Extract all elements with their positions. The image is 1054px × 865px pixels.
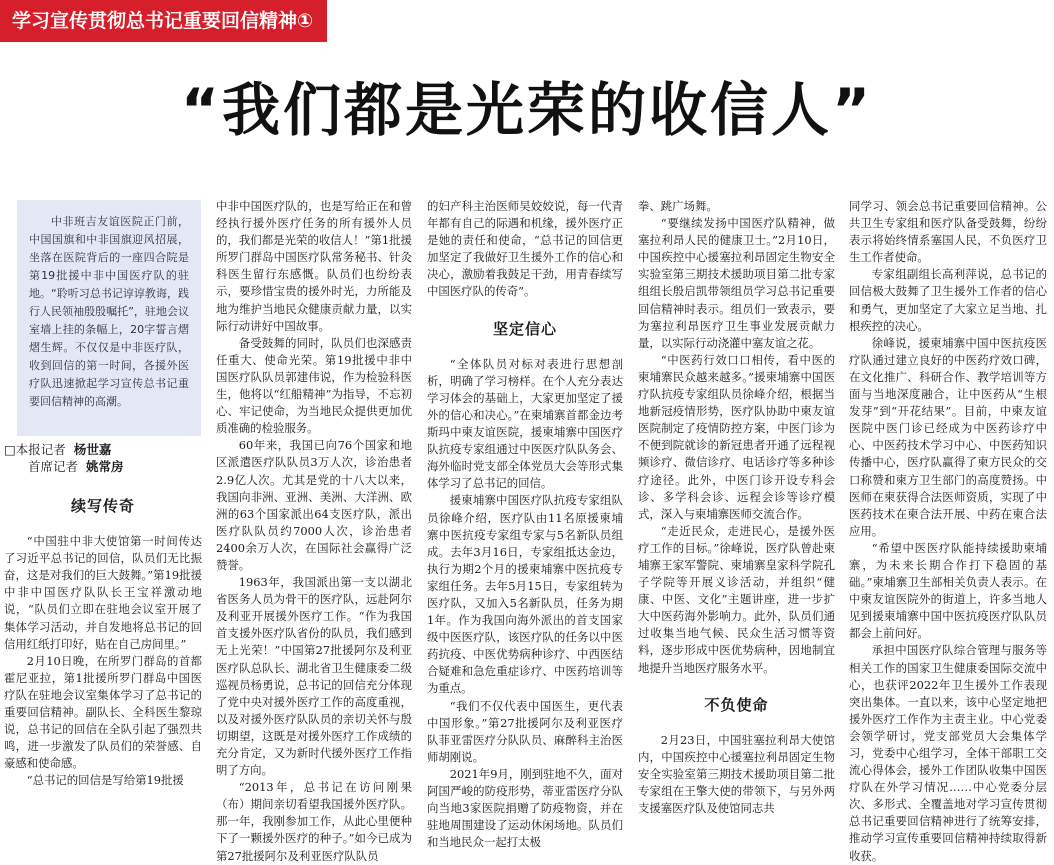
- paragraph: “中医药行效口口相传，看中医的柬埔寨民众越来越多。”援柬埔寨中国医疗队抗疫专家组队员徐峰介绍，根据当地新冠疫情形势，医疗队协助中柬友谊医院制定了疫情防控方案，中医门诊为不便到院就诊的新冠患者开通了远程视频诊疗、微信诊疗、电话诊疗等多种诊疗途径。此外，中医门诊开设专科会诊、多学科会诊、远程会诊等诊疗模式，深入与柬埔寨医师交流合作。: [638, 352, 835, 521]
- paragraph: “我们不仅代表中国医生，更代表中国形象。”第27批援阿尔及利亚医疗队菲亚雷医疗分队队员、麻醉科主治医师胡刚说。: [427, 698, 623, 764]
- byline-name: 姚常房: [86, 459, 124, 474]
- paragraph: 备受鼓舞的同时，队员们也深感责任重大、使命光荣。第19批援中非中国医疗队队员郭建伟说，作为检验科医生，他将以“红船精神”为指导，不忘初心、牢记使命，为当地民众提供更加优质准确的检验服务。: [216, 335, 412, 436]
- intro-text: 中非班吉友谊医院正门前，中国国旗和中非国旗迎风招展，坐落在医院背后的一座四合院是第19批援中非中国医疗队的驻地。“聆听习总书记谆谆教诲，践行人民领袖殷殷嘱托”，驻地会议室墙上挂的条幅上，20字誓言熠熠生辉。不仅仅是中非医疗队，收到回信的第一时间，各援外医疗队迅速掀起学习宣传总书记重要回信精神的高潮。: [29, 215, 189, 408]
- paragraph: “要继续发扬中国医疗队精神，做塞拉利昂人民的健康卫士。”2月10日，中国疾控中心援塞拉利昂固定生物安全实验室第三期技术援助项目第二批专家组组长殷启凯带领组员学习总书记重要回信精神时表示。组员们一致表示，要为塞拉利昂医疗卫生事业发展贡献力量，以实际行动浇灌中塞友谊之花。: [638, 216, 835, 350]
- headline: “我们都是光荣的收信人”: [180, 76, 874, 144]
- paragraph: 中非中国医疗队的，也是写给正在和曾经执行援外医疗任务的所有援外人员的，我们都是光荣的收信人！”第1批援所罗门群岛中国医疗队常务秘书、针灸科医生留行东感慨。队员们也纷纷表示，要珍惜宝贵的援外时光，力所能及地为维护当地民众健康贡献力量，以实际行动讲好中国故事。: [216, 199, 412, 333]
- paragraph: 徐峰说，援柬埔寨中国中医抗疫医疗队通过建立良好的中医药疗效口碑，在文化推广、科研合作、教学培训等方面与当地深度融合，让中医药从“生根发芽”到“开花结果”。目前，中柬友谊医院中医门诊已经成为中医药诊疗中心、中医药技术学习中心、中医药知识传播中心，医疗队赢得了柬方民众的交口称赞和柬方卫生部门的高度赞扬。中医师在柬获得合法医师资质，实现了中医药技术在柬合法开展、中药在柬合法应用。: [849, 335, 1047, 538]
- paragraph: “走近民众，走进民心，是援外医疗工作的目标。”徐峰说，医疗队曾赴柬埔寨王家军警院、柬埔寨皇家科学院孔子学院等开展义诊活动，并组织“健康、中医、文化”主题讲座，进一步扩大中医药海外影响力。此外，队员们通过收集当地气候、民众生活习惯等资料，逐步形成中医优势病种，因地制宜地提升当地医疗服务水平。: [638, 523, 835, 675]
- paragraph: 同学习、领会总书记重要回信精神。公共卫生专家组和医疗队备受鼓舞，纷纷表示将始终情系塞国人民，不负医疗卫生工作者使命。: [849, 199, 1047, 265]
- article-column-4: [638, 198, 835, 816]
- byline-row: [4, 441, 204, 458]
- paragraph: 2月23日，中国驻塞拉利昂大使馆内，中国疾控中心援塞拉利昂固定生物安全实验室第三期技术援助项目第二批专家组在王擎大使的带领下，与另外两支援塞医疗队及使馆同志共: [638, 732, 835, 816]
- paragraph: “希望中医医疗队能持续援助柬埔寨，为未来长期合作打下稳固的基础。”柬埔寨卫生部相关负责人表示。在中柬友谊医院外的街道上，许多当地人见到援柬埔寨中国中医抗疫医疗队队员都会上前问好。: [849, 540, 1047, 641]
- article-column-2: [216, 198, 412, 863]
- byline: [4, 441, 204, 475]
- paragraph: 2月10日晚，在所罗门群岛的首都霍尼亚拉，第1批援所罗门群岛中国医疗队在驻地会议室集体学习了总书记的重要回信精神。副队长、全科医生黎琼说，总书记的回信在全队引起了强烈共鸣，进一步激发了队员们的荣誉感、自豪感和使命感。: [4, 653, 202, 771]
- paragraph: 拳、跳广场舞。: [638, 199, 718, 213]
- paragraph: 援柬埔寨中国医疗队抗疫专家组队员徐峰介绍，医疗队由11名原援柬埔寨中医抗疫专家组专家与5名新队员组成。去年3月16日，专家组抵达金边，执行为期2个月的援柬埔寨中医抗疫专家组任务。去年5月15日，专家组转为医疗队，又加入5名新队员，任务为期1年。作为我国向海外派出的首支国家级中医医疗队，该医疗队的任务以中医药抗疫、中医优势病种诊疗、中西医结合疑难和急危重症诊疗、中医药培训等为重点。: [427, 493, 623, 696]
- paragraph: 1963年，我国派出第一支以湖北省医务人员为骨干的医疗队，远赴阿尔及利亚开展援外医疗工作。“作为我国首支援外医疗队省份的队员，我们感到无上光荣！”中国第27批援阿尔及利亚医疗队总队长、湖北省卫生健康委二级巡视员杨勇说，总书记的回信充分体现了党中央对援外医疗工作的高度重视，以及对援外医疗队队员的亲切关怀与殷切期望，这既是对援外医疗工作成绩的充分肯定，又为新时代援外医疗工作指明了方向。: [216, 575, 412, 778]
- paragraph: “总书记的回信是写给第19批援: [26, 773, 184, 788]
- article-column-3: [427, 198, 623, 850]
- article-column-1: [4, 484, 202, 794]
- series-banner: 学习宣传贯彻总书记重要回信精神①: [0, 0, 327, 42]
- intro-box: [17, 200, 201, 436]
- paragraph: “全体队员对标对表进行思想剖析，明确了学习榜样。在个人充分表达学习体会的基础上，大家更加坚定了援外的信心和决心。”在柬埔寨首都金边考斯玛中柬友谊医院，援柬埔寨中国医疗队抗疫专家组通过中医医疗队队务会、海外临时党支部全体党员大会等形式集体学习了总书记的回信。: [427, 356, 623, 491]
- paragraph: 的妇产科主治医师吴姣姣说，每一代青年都有自己的际遇和机缘，援外医疗正是她的责任和使命，“总书记的回信更加坚定了我做好卫生援外工作的信心和决心，激励着我鼓足干劲，用青春续写中国医疗队的传奇”。: [427, 199, 623, 299]
- section-heading: 坚定信心: [492, 319, 557, 338]
- paragraph: 专家组副组长高利萍说，总书记的回信极大鼓舞了卫生援外工作者的信心和勇气，更加坚定了大家立足当地、扎根疾控的决心。: [849, 267, 1047, 333]
- paragraph: “中国驻中非大使馆第一时间传达了习近平总书记的回信，队员们无比振奋，这是对我们的巨大鼓舞。”第19批援中非中国医疗队队长王宝祥激动地说，“队员们立即在驻地会议室开展了集体学习活动，并自发地将总书记的回信用红纸打印好，贴在自己房间里。”: [4, 534, 202, 651]
- paragraph: “2013年，总书记在访问刚果（布）期间亲切看望我国援外医疗队。那一年，我刚参加工作，从此心里便种下了一颗援外医疗的种子。”如今已成为第27批援阿尔及利亚医疗队队员: [216, 780, 412, 863]
- section-heading: 续写传奇: [70, 497, 135, 515]
- paragraph: 2021年9月，刚到驻地不久，面对阿国严峻的防疫形势，蒂亚雷医疗分队向当地3家医院捐赠了防疫物资，并在驻地周围建设了运动休闲场地。队员们和当地民众一起打太极: [427, 766, 623, 850]
- byline-row: [4, 458, 204, 475]
- paragraph: 60年来，我国已向76个国家和地区派遣医疗队队员3万人次，诊治患者2.9亿人次。尤其是党的十八大以来，我国向非洲、亚洲、美洲、大洋洲、欧洲的63个国家派出64支医疗队，派出医疗队队员约7000人次，诊治患者2400余万人次，在国际社会赢得广泛赞誉。: [216, 438, 412, 572]
- byline-label: □本报记者: [4, 442, 66, 457]
- paragraph: 承担中国医疗队综合管理与服务等相关工作的国家卫生健康委国际交流中心，也获评2022年卫生援外工作表现突出集体。一直以来，该中心坚定地把援外医疗工作作为主责主业。中心党委会领学研讨，党支部党员大会集体学习，党委中心组学习，全体干部职工交流心得体会，援外工作团队收集中国医疗队在外学习情况……中心党委分层次、多形式、全覆盖地对学习宣传贯彻总书记重要回信精神进行了统筹安排，推动学习宣传重要回信精神持续取得新收获。: [849, 643, 1047, 863]
- byline-label: 首席记者: [28, 459, 79, 474]
- section-heading: 不负使命: [704, 695, 769, 714]
- byline-name: 杨世嘉: [73, 442, 112, 457]
- article-column-5: [849, 198, 1047, 863]
